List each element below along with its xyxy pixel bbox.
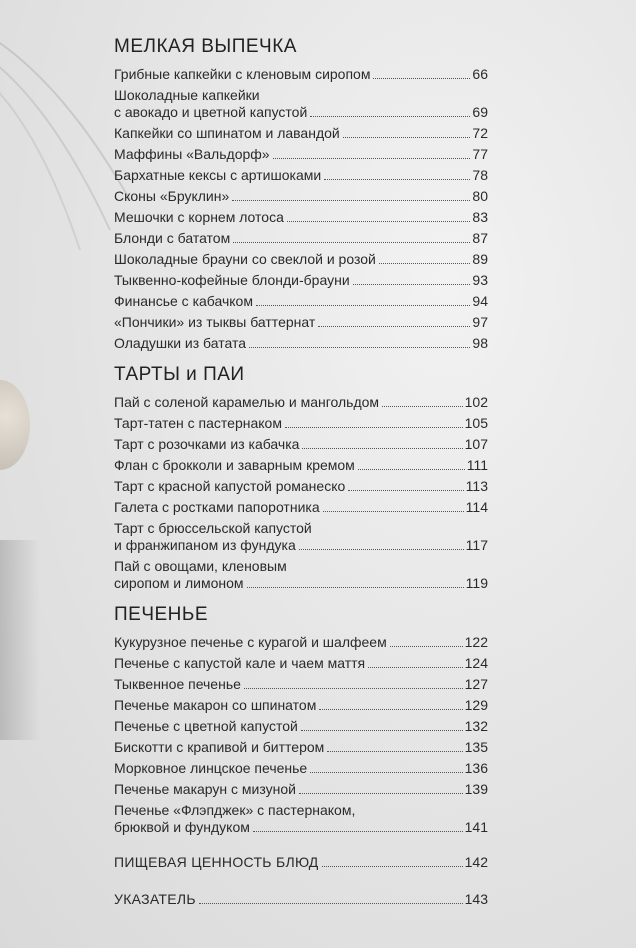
toc-entry[interactable]: [114, 520, 488, 554]
toc-entry[interactable]: [114, 415, 488, 432]
entry-label: Пай с соленой карамелью и мангольдом: [114, 394, 380, 410]
toc-entry[interactable]: [114, 335, 488, 352]
dot-leader: [318, 326, 470, 327]
toc-entry[interactable]: [114, 272, 488, 289]
dot-leader: [358, 469, 465, 470]
dot-leader: [390, 646, 463, 647]
entry-label: «Пончики» из тыквы баттернат: [114, 314, 316, 330]
entry-label: сиропом и лимоном: [114, 575, 244, 591]
dot-leader: [310, 772, 462, 773]
entry-label: Бархатные кексы с артишоками: [114, 167, 322, 183]
entry-page: 80: [472, 188, 488, 204]
toc-entry[interactable]: [114, 478, 488, 495]
dot-leader: [256, 305, 470, 306]
spoon-background-image: [0, 380, 30, 470]
entry-label: Капкейки со шпинатом и лавандой: [114, 125, 340, 141]
section-title: МЕЛКАЯ ВЫПЕЧКА: [114, 36, 297, 57]
entry-page: 87: [472, 230, 488, 246]
toc-entry-index[interactable]: [114, 891, 488, 908]
entry-label: Тыквенное печенье: [114, 676, 241, 692]
entry-page: 105: [464, 415, 488, 431]
entry-label-first-line: Печенье «Флэпджек» с пастернаком,: [114, 802, 356, 818]
toc-appendix: [114, 854, 488, 908]
entry-label: Шоколадные брауни со свеклой и розой: [114, 251, 376, 267]
entry-label: Кукурузное печенье с курагой и шалфеем: [114, 634, 387, 650]
entry-page: 129: [464, 697, 488, 713]
entry-page: 107: [464, 436, 488, 452]
dot-leader: [253, 831, 463, 832]
entry-page: 102: [464, 394, 488, 410]
toc-entry[interactable]: [114, 293, 488, 310]
toc-entry[interactable]: [114, 394, 488, 411]
entry-label: Оладушки из батата: [114, 335, 247, 351]
dot-leader: [368, 667, 463, 668]
entry-label-first-line: Пай с овощами, кленовым: [114, 558, 287, 574]
entry-label: Печенье макарун с мизуной: [114, 781, 296, 797]
dot-leader: [301, 730, 463, 731]
toc-entry[interactable]: [114, 314, 488, 331]
entry-page: 141: [464, 819, 488, 835]
entry-label: Тарт-татен с пастернаком: [114, 415, 282, 431]
dot-leader: [324, 179, 470, 180]
dot-leader: [302, 448, 462, 449]
dot-leader: [287, 221, 471, 222]
toc-entry[interactable]: [114, 676, 488, 693]
dot-leader: [382, 406, 463, 407]
dot-leader: [199, 903, 463, 904]
entry-label: Финансье с кабачком: [114, 293, 253, 309]
toc-entry[interactable]: [114, 251, 488, 268]
toc-entry[interactable]: [114, 718, 488, 735]
entry-label: Печенье с капустой кале и чаем маття: [114, 655, 366, 671]
entry-page: 117: [465, 537, 488, 553]
entry-page: 119: [465, 575, 488, 591]
entry-label: Маффины «Вальдорф»: [114, 146, 270, 162]
dot-leader: [273, 158, 471, 159]
entry-label-first-line: Тарт с брюссельской капустой: [114, 520, 312, 536]
section-title: ТАРТЫ и ПАИ: [114, 364, 245, 385]
entry-label: Тарт с розочками из кабачка: [114, 436, 300, 452]
entry-page: 132: [464, 718, 488, 734]
entry-label: Флан с брокколи и заварным кремом: [114, 457, 355, 473]
toc-section-small-pastry: [114, 36, 488, 352]
toc-entry[interactable]: [114, 739, 488, 756]
toc-entry[interactable]: [114, 558, 488, 592]
section-title: ПЕЧЕНЬЕ: [114, 604, 209, 625]
entry-page: 124: [464, 655, 488, 671]
dot-leader: [322, 866, 463, 867]
toc-entry[interactable]: [114, 760, 488, 777]
entry-page: 98: [472, 335, 488, 351]
dot-leader: [285, 427, 463, 428]
entry-page: 136: [464, 760, 488, 776]
entry-label: Бискотти с крапивой и биттером: [114, 739, 325, 755]
entry-page: 66: [472, 66, 488, 82]
entry-page: 89: [472, 251, 488, 267]
dot-leader: [247, 587, 464, 588]
toc-entry[interactable]: [114, 655, 488, 672]
toc-section-cookies: [114, 604, 488, 836]
toc-entry[interactable]: [114, 634, 488, 651]
entry-page: 97: [472, 314, 488, 330]
dot-leader: [299, 549, 464, 550]
entry-page: 69: [472, 104, 488, 120]
dot-leader: [244, 688, 463, 689]
toc-entry[interactable]: [114, 87, 488, 121]
toc-entry[interactable]: [114, 209, 488, 226]
entry-label: Печенье макарон со шпинатом: [114, 697, 317, 713]
entry-label: ПИЩЕВАЯ ЦЕННОСТЬ БЛЮД: [114, 854, 319, 870]
toc-entry[interactable]: [114, 499, 488, 516]
dot-leader: [379, 263, 471, 264]
dot-leader: [373, 78, 470, 79]
entry-page: 72: [472, 125, 488, 141]
entry-page: 111: [466, 457, 488, 473]
dot-leader: [348, 490, 463, 491]
entry-page: 78: [472, 167, 488, 183]
dot-leader: [310, 116, 470, 117]
toc-entry[interactable]: [114, 781, 488, 798]
entry-page: 139: [464, 781, 488, 797]
entry-page: 114: [465, 499, 488, 515]
entry-label: Морковное линцское печенье: [114, 760, 308, 776]
dot-leader: [327, 751, 462, 752]
background-shadow: [0, 540, 40, 740]
dot-leader: [353, 284, 471, 285]
dot-leader: [233, 242, 470, 243]
entry-label: Тыквенно-кофейные блонди-брауни: [114, 272, 350, 288]
entry-page: 122: [464, 634, 488, 650]
entry-page: 93: [472, 272, 488, 288]
entry-page: 142: [464, 854, 488, 870]
entry-page: 94: [472, 293, 488, 309]
toc-entry[interactable]: [114, 457, 488, 474]
entry-label: Блонди с бататом: [114, 230, 231, 246]
entry-page: 77: [472, 146, 488, 162]
entry-label: Мешочки с корнем лотоса: [114, 209, 284, 225]
dot-leader: [249, 347, 470, 348]
toc-entry[interactable]: [114, 230, 488, 247]
entry-page: 113: [465, 478, 488, 494]
entry-page: 83: [472, 209, 488, 225]
entry-label: Галета с ростками папоротника: [114, 499, 320, 515]
toc-entry-nutrition[interactable]: [114, 854, 488, 871]
entry-page: 143: [464, 891, 488, 907]
entry-page: 135: [464, 739, 488, 755]
dot-leader: [323, 511, 464, 512]
toc-entry[interactable]: [114, 802, 488, 836]
entry-label: Печенье с цветной капустой: [114, 718, 298, 734]
toc-entry[interactable]: [114, 188, 488, 205]
toc-entry[interactable]: [114, 125, 488, 142]
toc-section-tarts: [114, 364, 488, 592]
entry-label: УКАЗАТЕЛЬ: [114, 891, 196, 907]
entry-page: 127: [464, 676, 488, 692]
dot-leader: [299, 793, 463, 794]
entry-label-first-line: Шоколадные капкейки: [114, 87, 260, 103]
dot-leader: [319, 709, 462, 710]
toc-entry[interactable]: [114, 146, 488, 163]
toc-entry[interactable]: [114, 697, 488, 714]
toc-entry[interactable]: [114, 167, 488, 184]
entry-label: и франжипаном из фундука: [114, 537, 296, 553]
entry-label: с авокадо и цветной капустой: [114, 104, 308, 120]
entry-label: Тарт с красной капустой романеско: [114, 478, 346, 494]
table-of-contents: [114, 36, 488, 912]
toc-entry[interactable]: [114, 436, 488, 453]
entry-label: Грибные капкейки с кленовым сиропом: [114, 66, 371, 82]
entry-label: брюквой и фундуком: [114, 819, 250, 835]
entry-label: Сконы «Бруклин»: [114, 188, 230, 204]
toc-entry[interactable]: [114, 66, 488, 83]
dot-leader: [232, 200, 470, 201]
dot-leader: [343, 137, 471, 138]
